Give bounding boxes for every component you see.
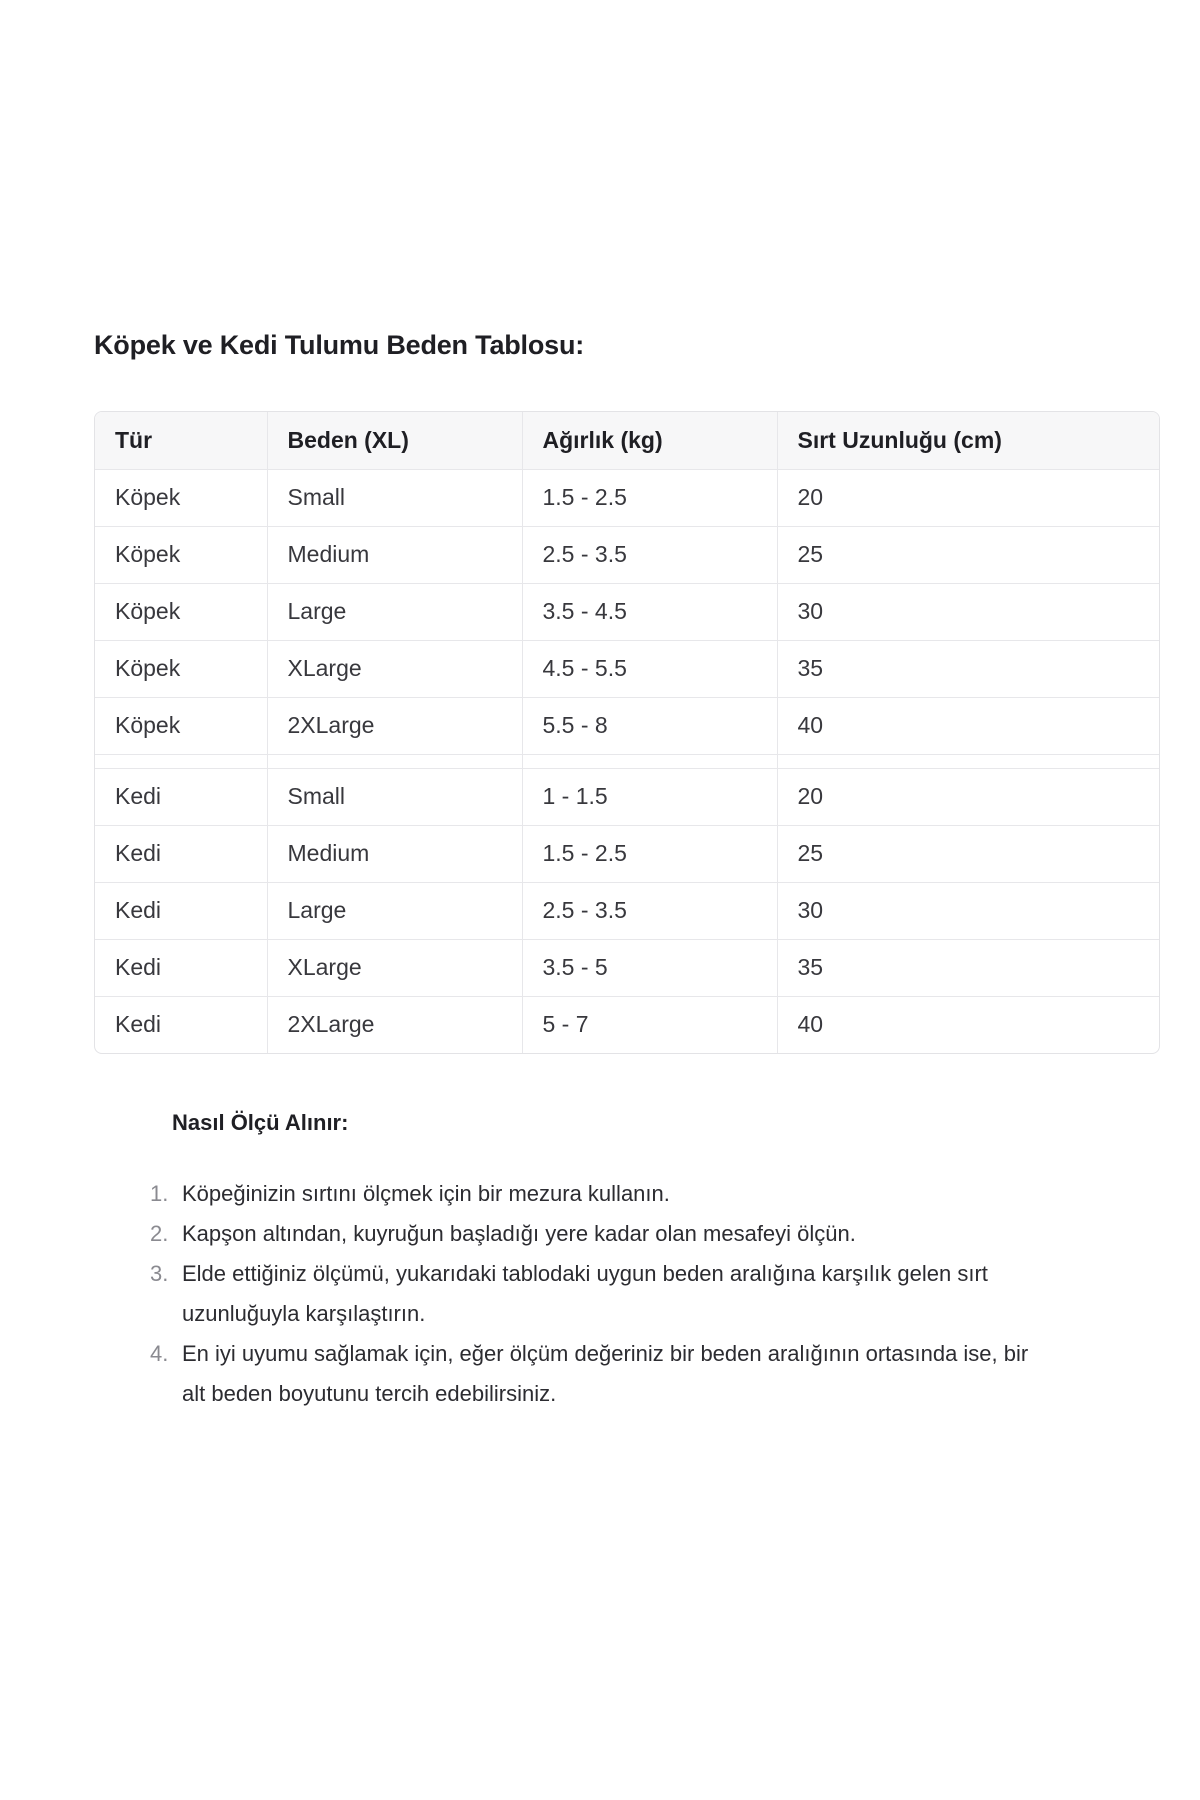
table-row (95, 996, 1159, 1053)
cell-type: Köpek (95, 640, 267, 697)
list-item (150, 1174, 1050, 1214)
cell-weight: 5 - 7 (522, 996, 777, 1053)
cell-type: Köpek (95, 469, 267, 526)
cell-type: Köpek (95, 697, 267, 754)
step-number: 1. (150, 1181, 169, 1206)
cell-back-length: 40 (777, 697, 1159, 754)
header-weight: Ağırlık (kg) (522, 412, 777, 469)
cell-back-length: 20 (777, 469, 1159, 526)
spacer-cell (267, 754, 522, 768)
step-text: Elde ettiğiniz ölçümü, yukarıdaki tablodaki uygun beden aralığına karşılık gelen sırt uzunluğuyla karşılaştırın. (182, 1261, 988, 1326)
step-text: En iyi uyumu sağlamak için, eğer ölçüm değeriniz bir beden aralığının ortasında ise, bir alt beden boyutunu tercih edebilirsiniz. (182, 1341, 1029, 1406)
header-size: Beden (XL) (267, 412, 522, 469)
cell-weight: 2.5 - 3.5 (522, 526, 777, 583)
cell-weight: 5.5 - 8 (522, 697, 777, 754)
cell-weight: 1.5 - 2.5 (522, 825, 777, 882)
cell-weight: 3.5 - 4.5 (522, 583, 777, 640)
table-row (95, 768, 1159, 825)
cell-size: Medium (267, 526, 522, 583)
cell-size: Medium (267, 825, 522, 882)
table-row (95, 825, 1159, 882)
cell-weight: 1 - 1.5 (522, 768, 777, 825)
step-text: Kapşon altından, kuyruğun başladığı yere kadar olan mesafeyi ölçün. (182, 1221, 856, 1246)
page-title: Köpek ve Kedi Tulumu Beden Tablosu: (94, 330, 585, 360)
cell-back-length: 20 (777, 768, 1159, 825)
cell-size: 2XLarge (267, 697, 522, 754)
cell-back-length: 25 (777, 825, 1159, 882)
cell-type: Kedi (95, 768, 267, 825)
cell-type: Kedi (95, 825, 267, 882)
cell-back-length: 35 (777, 939, 1159, 996)
cell-type: Kedi (95, 882, 267, 939)
spacer-cell (777, 754, 1159, 768)
cell-weight: 4.5 - 5.5 (522, 640, 777, 697)
cell-type: Kedi (95, 939, 267, 996)
table-row (95, 469, 1159, 526)
cell-size: XLarge (267, 939, 522, 996)
cell-back-length: 35 (777, 640, 1159, 697)
table-row (95, 697, 1159, 754)
cell-type: Kedi (95, 996, 267, 1053)
cell-type: Köpek (95, 583, 267, 640)
spacer-cell (95, 754, 267, 768)
cell-weight: 1.5 - 2.5 (522, 469, 777, 526)
cell-size: Large (267, 583, 522, 640)
table-row (95, 640, 1159, 697)
cell-size: Small (267, 469, 522, 526)
table-row (95, 939, 1159, 996)
table-spacer-row (95, 754, 1159, 768)
header-type: Tür (95, 412, 267, 469)
cell-type: Köpek (95, 526, 267, 583)
table-header-row (95, 412, 1159, 469)
header-back-length: Sırt Uzunluğu (cm) (777, 412, 1159, 469)
table-row (95, 583, 1159, 640)
spacer-cell (522, 754, 777, 768)
cell-size: XLarge (267, 640, 522, 697)
cell-back-length: 30 (777, 583, 1159, 640)
howto-title: Nasıl Ölçü Alınır: (172, 1110, 349, 1135)
step-number: 3. (150, 1261, 169, 1286)
cell-weight: 2.5 - 3.5 (522, 882, 777, 939)
table-row (95, 882, 1159, 939)
howto-steps-list (150, 1174, 1050, 1414)
size-table (95, 412, 1159, 1053)
step-number: 4. (150, 1341, 169, 1366)
step-text: Köpeğinizin sırtını ölçmek için bir mezura kullanın. (182, 1181, 670, 1206)
cell-size: 2XLarge (267, 996, 522, 1053)
cell-size: Large (267, 882, 522, 939)
size-table-container (94, 411, 1160, 1054)
cell-weight: 3.5 - 5 (522, 939, 777, 996)
cell-back-length: 40 (797, 1011, 824, 1038)
cell-back-length: 25 (777, 526, 1159, 583)
step-number: 2. (150, 1221, 169, 1246)
cell-size: Small (267, 768, 522, 825)
list-item (150, 1214, 1050, 1254)
table-row (95, 526, 1159, 583)
list-item (150, 1254, 1050, 1334)
cell-back-length: 30 (777, 882, 1159, 939)
list-item (150, 1334, 1050, 1414)
